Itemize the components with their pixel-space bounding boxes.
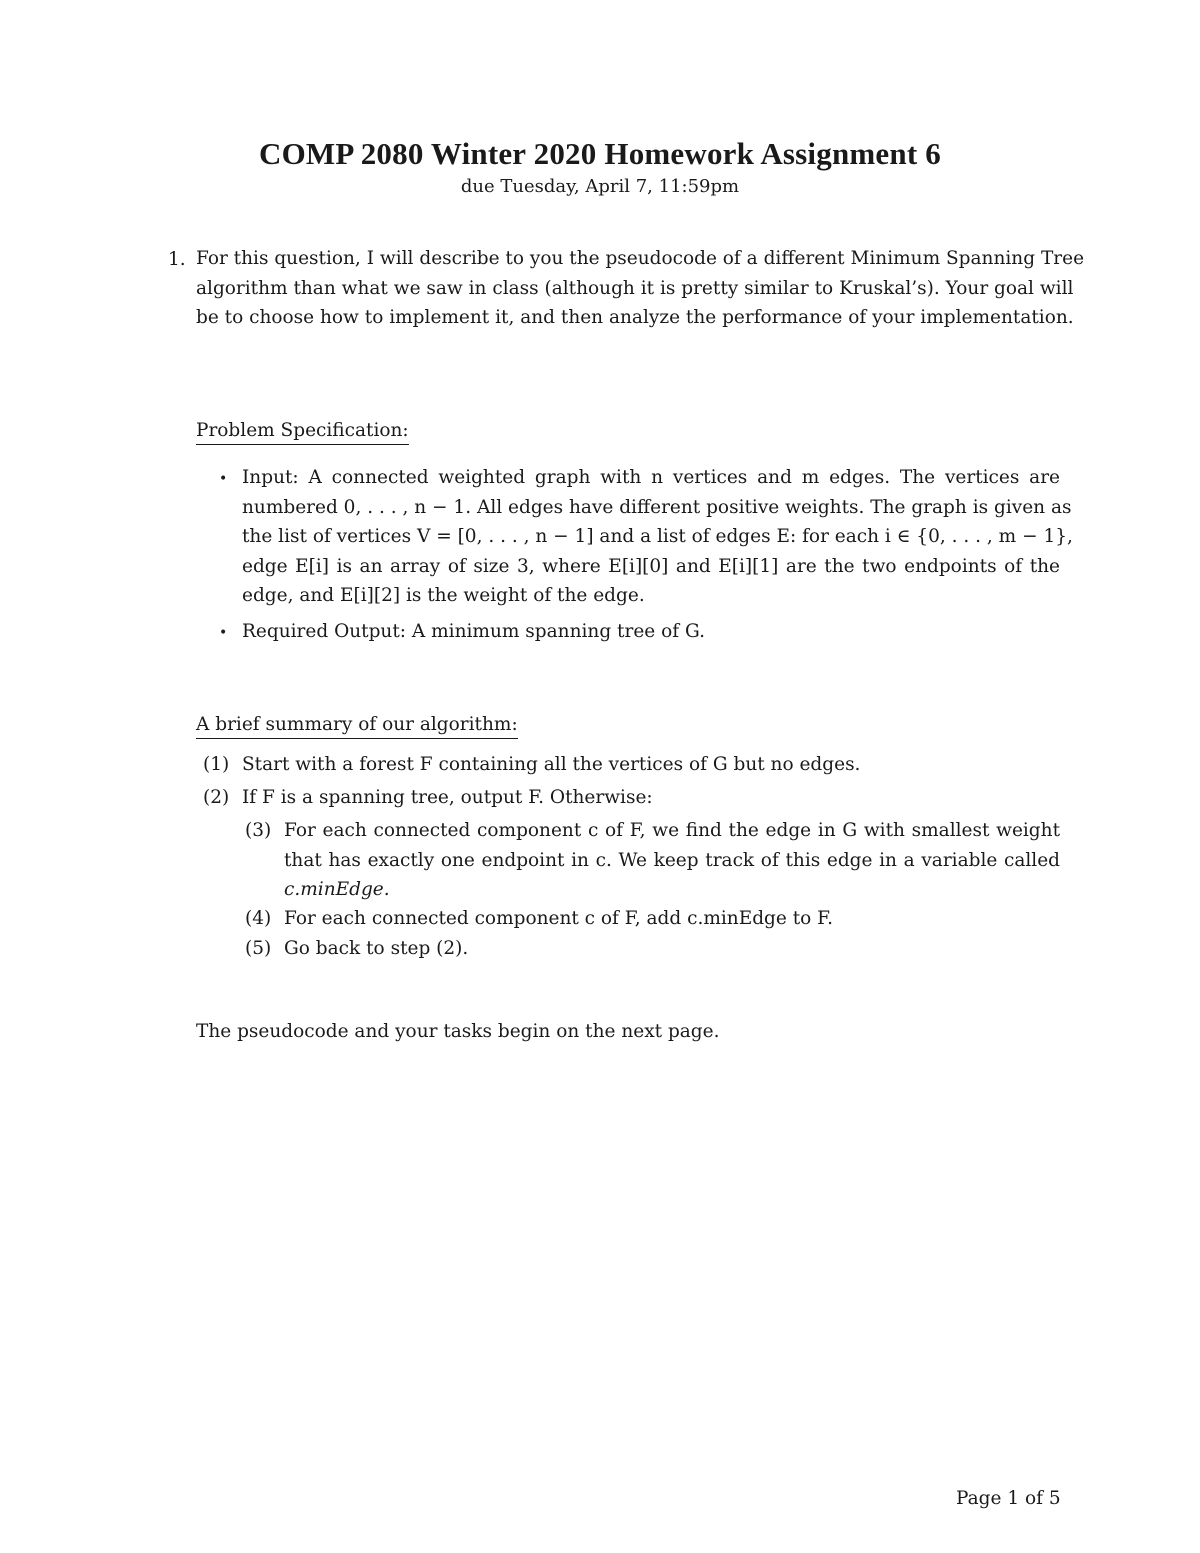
- problem-spec-heading: Problem Specification:: [196, 420, 409, 445]
- input-line: edge E[i] is an array of size 3, where E[i][0] and E[i][1] are the two endpoints of the: [242, 555, 1060, 577]
- input-line: edge, and E[i][2] is the weight of the edge.: [242, 585, 645, 606]
- intro-line: be to choose how to implement it, and then analyze the performance of your implementation.: [196, 307, 1074, 328]
- intro-line: For this question, I will describe to you the pseudocode of a different Minimum Spanning Tree: [196, 248, 1085, 269]
- page-number: Page 1 of 5: [956, 1488, 1061, 1509]
- bullet-icon: •: [219, 625, 228, 641]
- due-date: due Tuesday, April 7, 11:59pm: [460, 176, 740, 197]
- question-intro: [196, 244, 1085, 333]
- input-line: Input: A connected weighted graph with n vertices and m edges. The vertices are: [242, 467, 1060, 488]
- step-number: (5): [245, 938, 272, 959]
- closing-note: The pseudocode and your tasks begin on the next page.: [196, 1021, 720, 1042]
- step-text: If F is a spanning tree, output F. Otherwise:: [242, 787, 653, 808]
- document-title: COMP 2080 Winter 2020 Homework Assignment 6: [259, 136, 941, 171]
- step-number: (4): [245, 908, 272, 929]
- input-line: the list of vertices V = [0, . . . , n − 1] and a list of edges E: for each i ∈ {0, . . . , m − 1},: [242, 526, 1073, 547]
- step-number: (2): [203, 787, 230, 808]
- step-number: (1): [203, 754, 230, 775]
- question-number: 1.: [168, 249, 186, 270]
- bullet-icon: •: [219, 471, 228, 487]
- step-text: For each connected component c of F, we find the edge in G with smallest weight that has exactly one endpoint in c. We keep track of this edge in a variable called c.minEdge.: [284, 820, 1060, 900]
- summary-heading: A brief summary of our algorithm:: [196, 714, 518, 739]
- output-description: [242, 617, 1060, 647]
- step-number: (3): [245, 820, 272, 841]
- output-line: Required Output: A minimum spanning tree of G.: [242, 621, 705, 642]
- intro-line: algorithm than what we saw in class (although it is pretty similar to Kruskal’s). Your goal will: [196, 277, 1074, 299]
- step-text: Start with a forest F containing all the vertices of G but no edges.: [242, 754, 861, 775]
- input-line: numbered 0, . . . , n − 1. All edges have different positive weights. The graph is given as: [242, 496, 1072, 518]
- step-text: Go back to step (2).: [284, 938, 469, 959]
- input-description: [242, 463, 1073, 611]
- step-text: For each connected component c of F, add c.minEdge to F.: [284, 908, 834, 929]
